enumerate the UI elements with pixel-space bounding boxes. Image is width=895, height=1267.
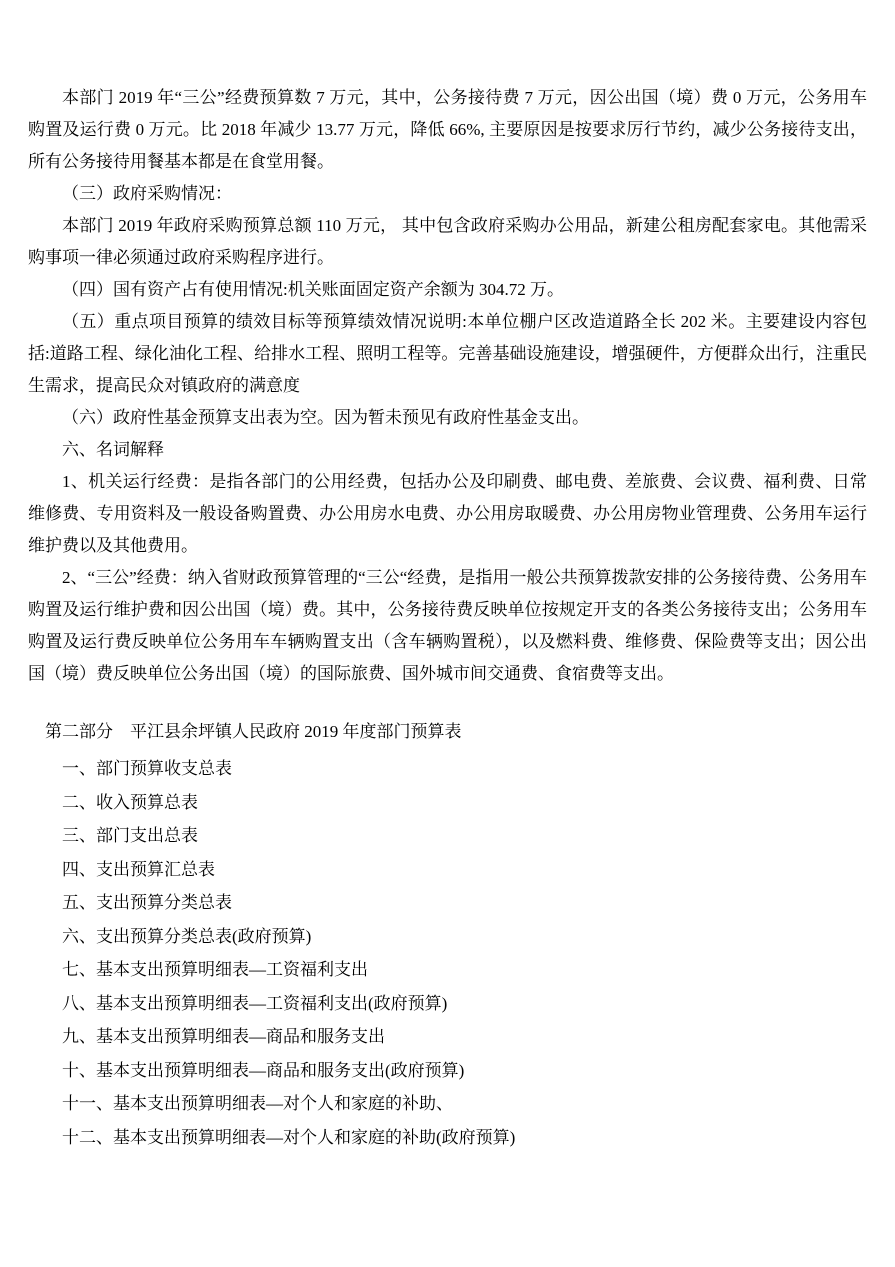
list-item: 一、部门预算收支总表 <box>62 759 232 778</box>
list-item: 二、收入预算总表 <box>62 792 198 812</box>
paragraph-heading-glossary: 六、名词解释 <box>62 440 164 459</box>
paragraph-sangong-summary: 本部门 2019 年“三公”经费预算数 7 万元，其中，公务接待费 7 万元，因公出国（境）费 0 万元，公务用车购置及运行费 0 万元。比 2018 年减少 13.77 万元，降低 66%, 主要原因是按要求厉行节约，减少公务接待支出，所有公务接待用餐基本都是在食堂用餐。 <box>28 88 867 171</box>
list-item: 五、支出预算分类总表 <box>62 893 232 912</box>
list-item: 十一、基本支出预算明细表—对个人和家庭的补助、 <box>62 1094 453 1113</box>
section-title: 第二部分 平江县余坪镇人民政府 2019 年度部门预算表 <box>45 722 462 741</box>
paragraph-key-project-performance: （五）重点项目预算的绩效目标等预算绩效情况说明:本单位棚户区改造道路全长 202 米。主要建设内容包括:道路工程、绿化油化工程、给排水工程、照明工程等。完善基础设施建设，增强硬件，方便群众出行，注重民生需求，提高民众对镇政府的满意度 <box>28 312 867 395</box>
list-item: 八、基本支出预算明细表—工资福利支出(政府预算) <box>62 993 448 1013</box>
list-item: 十、基本支出预算明细表—商品和服务支出(政府预算) <box>62 1060 465 1080</box>
list-item: 九、基本支出预算明细表—商品和服务支出 <box>62 1027 385 1046</box>
paragraph-procurement-detail: 本部门 2019 年政府采购预算总额 110 万元， 其中包含政府采购办公用品，新建公租房配套家电。其他需采购事项一律必须通过政府采购程序进行。 <box>28 216 867 267</box>
list-item: 四、支出预算汇总表 <box>62 859 215 879</box>
paragraph-state-assets: （四）国有资产占有使用情况:机关账面固定资产余额为 304.72 万。 <box>62 280 564 299</box>
paragraph-glossary-sangong-expense: 2、“三公”经费：纳入省财政预算管理的“三公“经费，是指用一般公共预算拨款安排的公务接待费、公务用车购置及运行维护费和因公出国（境）费。其中，公务接待费反映单位按规定开支的各类公务接待支出；公务用车购置及运行费反映单位公务用车车辆购置支出（含车辆购置税），以及燃料费、维修费、保险费等支出；因公出国（境）费反映单位公务出国（境）的国际旅费、国外城市间交通费、食宿费等支出。 <box>28 568 867 683</box>
list-item: 十二、基本支出预算明细表—对个人和家庭的补助(政府预算) <box>62 1127 516 1147</box>
paragraph-gov-fund-budget: （六）政府性基金预算支出表为空。因为暂未预见有政府性基金支出。 <box>62 408 589 427</box>
list-item: 七、基本支出预算明细表—工资福利支出 <box>62 960 368 979</box>
budget-table-list <box>28 752 867 1154</box>
list-item: 六、支出预算分类总表(政府预算) <box>62 926 312 946</box>
paragraph-glossary-operating-expense: 1、机关运行经费：是指各部门的公用经费，包括办公及印刷费、邮电费、差旅费、会议费、福利费、日常维修费、专用资料及一般设备购置费、办公用房水电费、办公用房取暖费、办公用房物业管理费、公务用车运行维护费以及其他费用。 <box>28 472 867 555</box>
list-item: 三、部门支出总表 <box>62 826 198 845</box>
paragraph-heading-procurement: （三）政府采购情况： <box>62 184 232 203</box>
